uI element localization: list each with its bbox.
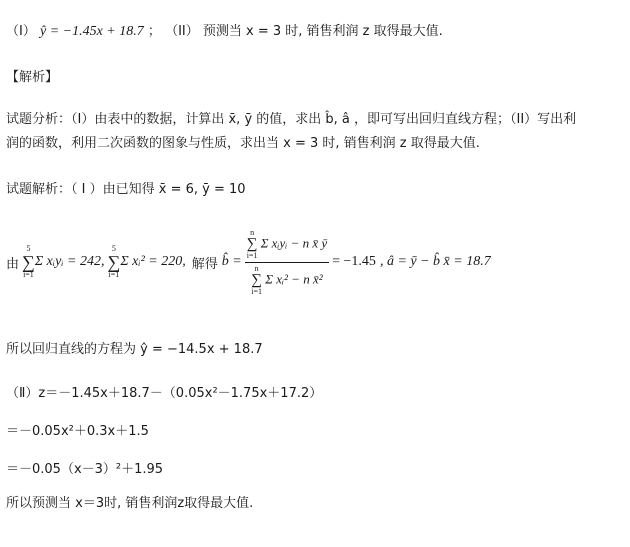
part2-answer-text: 预测当 x = 3 时, 销售利润 z 取得最大值. xyxy=(202,24,443,39)
regression-equation: ŷ = −1.45x + 18.7 xyxy=(39,24,144,39)
denominator-text: Σ xᵢ² − n x̄² xyxy=(265,270,323,286)
coefficient-formula xyxy=(6,222,491,302)
frac-den-upper: n xyxy=(254,263,259,273)
sum-x2-value: Σ xᵢ² = 220, xyxy=(120,254,186,269)
solution-prefix: 试题解析： xyxy=(6,182,72,197)
sum-symbol-2: 5 ∑ i=1 xyxy=(107,244,121,279)
sum-lower-limit: i=1 xyxy=(23,270,34,279)
analysis-text-1: （I）由表中的数据，计算出 x̄, ȳ 的值，求出 b̂, â ，即可写出回归直线方程；（II）写出利 xyxy=(71,112,577,127)
frac-den-lower: i=1 xyxy=(251,286,262,296)
b-hat-symbol: b̂ = xyxy=(221,254,242,269)
profit-function-line-3: ＝－0.05（x－3）²＋1.95 xyxy=(6,462,164,477)
frac-num-lower: i=1 xyxy=(246,250,258,260)
formula-lead: 由 xyxy=(6,256,20,272)
b-hat-fraction xyxy=(245,229,329,296)
answer-line xyxy=(6,20,443,40)
regression-result xyxy=(6,338,263,357)
separator: ； xyxy=(147,24,161,39)
frac-num-upper: n xyxy=(250,227,255,237)
solution-step-1-text: （ I ）由已知得 x̄ = 6, ȳ = 10 xyxy=(71,182,246,197)
a-hat-expression: , â = ȳ − b̂ x̄ = 18.7 xyxy=(379,254,491,269)
fraction-numerator: n ∑ i=1 Σ xᵢyᵢ − n x̄ ȳ xyxy=(245,229,329,263)
numerator-text: Σ xᵢyᵢ − n x̄ ȳ xyxy=(260,234,328,250)
conclusion: 所以预测当 x＝3时, 销售利润z取得最大值. xyxy=(6,496,254,511)
profit-function-line-1: （Ⅱ）z＝－1.45x＋18.7－（0.05x²－1.75x＋17.2） xyxy=(6,386,323,401)
sum2-upper-limit: 5 xyxy=(111,244,116,253)
analysis-line-2: 润的函数，利用二次函数的图象与性质，求出当 x = 3 时, 销售利润 z 取得最大值. xyxy=(6,136,480,151)
solution-step-1 xyxy=(6,178,246,197)
analysis-line-1 xyxy=(6,108,576,127)
sum-symbol: 5 ∑ i=1 xyxy=(22,244,35,279)
part1-label: （I） xyxy=(6,24,36,39)
section-title: 【解析】 xyxy=(6,70,59,85)
solve-word: 解得 xyxy=(191,256,218,272)
b-hat-value: = −1.45 xyxy=(332,254,376,269)
analysis-prefix: 试题分析： xyxy=(6,112,72,127)
sum-xy-value: Σ xᵢyᵢ = 242, xyxy=(34,254,105,269)
regression-result-text: 所以回归直线的方程为 ŷ = −14.5x + 18.7 xyxy=(6,342,263,357)
sum2-lower-limit: i=1 xyxy=(108,270,120,279)
profit-function-line-2: ＝－0.05x²＋0.3x＋1.5 xyxy=(6,424,149,439)
sum-upper-limit: 5 xyxy=(26,244,31,253)
part2-label: （II） xyxy=(165,24,199,39)
fraction-denominator: n ∑ i=1 Σ xᵢ² − n x̄² xyxy=(251,263,323,296)
